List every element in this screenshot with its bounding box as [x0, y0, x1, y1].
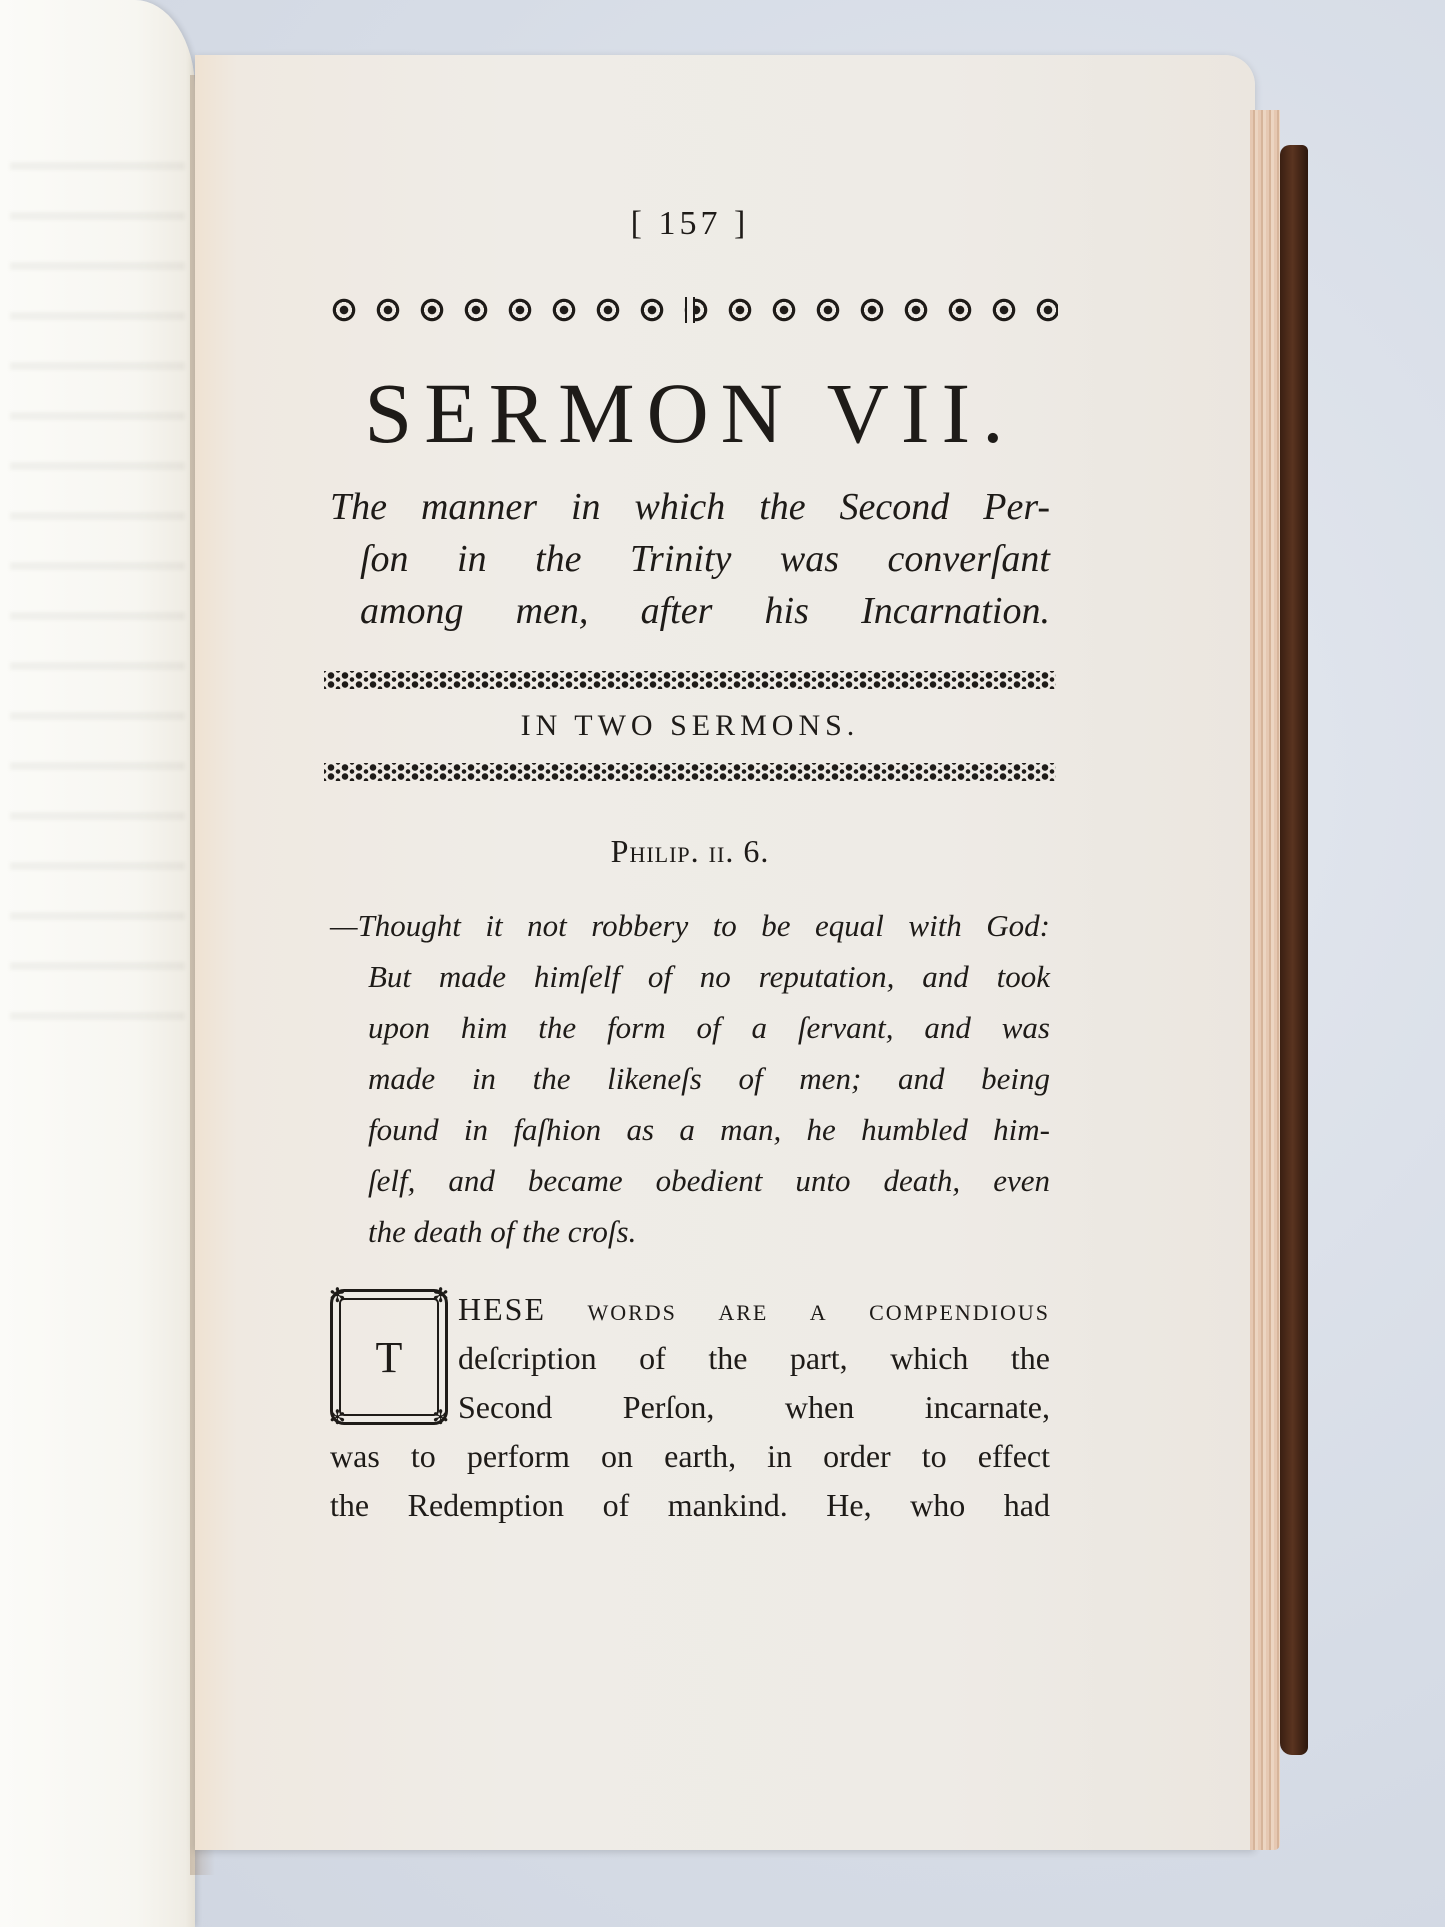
- page-number: [ 157 ]: [630, 205, 750, 242]
- page-fore-edge: [1250, 110, 1280, 1850]
- corner-flourish-icon: ✻: [329, 1407, 346, 1429]
- epigraph-line: the death of the croſs.: [368, 1214, 637, 1249]
- head-ornament: [322, 297, 1058, 323]
- body-text: [330, 1285, 1050, 1530]
- fleuron-rule-top: [324, 671, 1056, 689]
- subtitle-line: The manner in which the Second Per-: [330, 486, 1050, 528]
- scripture-reference-text: Philip. ii. 6.: [610, 833, 770, 869]
- corner-flourish-icon: ✻: [432, 1407, 449, 1429]
- subtitle-line: ſon in the Trinity was converſant: [360, 538, 1050, 580]
- body-line: the Redemption of mankind. He, who had: [330, 1487, 1050, 1523]
- page-content: [330, 205, 1050, 1530]
- sermon-title: SERMON VII.: [364, 365, 1016, 461]
- bleed-through-text: [10, 120, 185, 1020]
- body-line: was to perform on earth, in order to effect: [330, 1438, 1050, 1474]
- epigraph-line: made in the likeneſs of men; and being: [368, 1061, 1050, 1096]
- scripture-reference: [330, 833, 1050, 870]
- epigraph-line: But made himſelf of no reputation, and took: [368, 959, 1050, 994]
- body-line: HESE words are a compendious: [458, 1291, 1050, 1327]
- subtitle-line: among men, after his Incarnation.: [360, 590, 1050, 632]
- leather-binding: [1280, 145, 1308, 1755]
- epigraph-line: —Thought it not robbery to be equal with God:: [330, 908, 1050, 943]
- body-line: Second Perſon, when incarnate,: [458, 1389, 1050, 1425]
- corner-flourish-icon: ✻: [432, 1285, 449, 1307]
- section-heading: IN TWO SERMONS.: [520, 709, 860, 742]
- left-page: [0, 0, 195, 1927]
- fleuron-rule-bottom: [324, 763, 1056, 781]
- epigraph: [330, 900, 1050, 1257]
- decorated-initial: [329, 1285, 449, 1429]
- epigraph-line: upon him the form of a ſervant, and was: [368, 1010, 1050, 1045]
- epigraph-line: ſelf, and became obedient unto death, even: [368, 1163, 1050, 1198]
- sermon-subtitle: [330, 481, 1050, 637]
- drop-cap-letter: T: [375, 1332, 403, 1382]
- epigraph-line: found in faſhion as a man, he humbled him-: [368, 1112, 1050, 1147]
- corner-flourish-icon: ✻: [329, 1285, 346, 1307]
- body-line: deſcription of the part, which the: [458, 1340, 1050, 1376]
